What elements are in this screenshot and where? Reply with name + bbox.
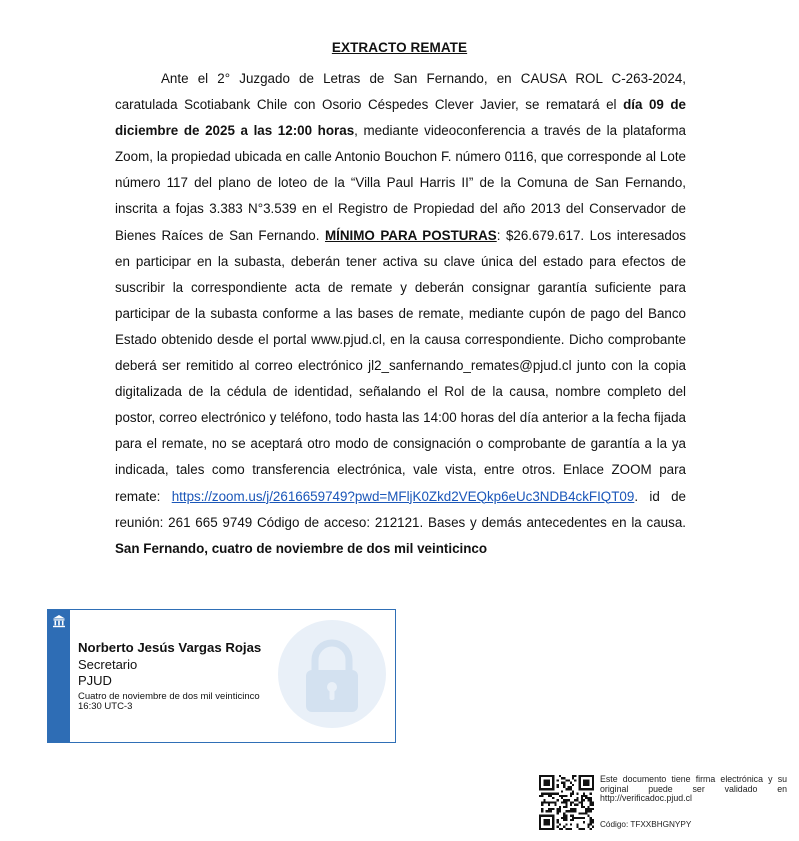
body-part-1: Ante el 2° Juzgado de Letras de San Fernando, en CAUSA ROL C-263-2024, caratulada Scotiabank Chile con Osorio Céspedes Clever Javier, se rematará el <box>115 71 686 113</box>
zoom-link[interactable]: https://zoom.us/j/2616659749?pwd=MFljK0Zkd2VEQkp6eUc3NDB4ckFIQT09 <box>171 488 635 504</box>
body-part-4: . id de reunión: 261 665 9749 Código de acceso: 212121. Bases y demás antecedentes en la causa. <box>115 488 686 530</box>
signature-time: 16:30 UTC-3 <box>78 701 133 712</box>
body-part-2: , mediante videoconferencia a través de la plataforma Zoom, la propiedad ubicada en calle Antonio Bouchon F. número 0116, que corresponde al Lote número 117 del plano de loteo de la “Villa Paul Harris II” de la Comuna de San Fernando, inscrita a fojas 3.383 N°3.539 en el Registro de Propiedad del año 2013 del Conservador de Bienes Raíces de San Fernando. <box>115 123 686 243</box>
bank-icon <box>52 614 66 628</box>
signer-role: Secretario <box>78 657 138 672</box>
verification-code: Código: TFXXBHGNYPY <box>600 820 692 829</box>
auction-date: día 09 de diciembre de 2025 a las 12:00 horas <box>115 97 687 139</box>
signature-details <box>78 640 261 712</box>
lock-watermark-icon <box>278 620 386 728</box>
signature-box <box>47 609 396 743</box>
minimum-bid-label: MÍNIMO PARA POSTURAS <box>324 227 497 243</box>
document-body <box>115 66 686 562</box>
body-part-3: : $26.679.617. Los interesados en participar en la subasta, deberán tener activa su clave única del estado para efectos de suscribir la correspondiente acta de remate y deberán consignar garantía suficiente para participar de la subasta conforme a las bases de remate, mediante cupón de pago del Banco Estado obtenido desde el portal www.pjud.cl, en la causa correspondiente. Dicho comprobante deberá ser remitido al correo electrónico jl2_sanfernando_remates@pjud.cl junto con la copia digitalizada de la cédula de identidad, señalando el Rol de la causa, nombre completo del postor, correo electrónico y teléfono, todo hasta las 14:00 horas del día anterior a la fecha fijada para el remate, no se aceptará otro modo de consignación o comprobante de garantía a la ya indicada, tales como transferencia electrónica, vale vista, entre otros. Enlace ZOOM para remate: <box>115 227 687 504</box>
signer-org: PJUD <box>78 673 112 688</box>
signature-date: Cuatro de noviembre de dos mil veinticinco <box>78 691 260 702</box>
closing-place-date: San Fernando, cuatro de noviembre de dos mil veinticinco <box>115 540 488 556</box>
verification-text: Este documento tiene firma electrónica y su original puede ser validado en http://verificadoc.pjud.cl <box>600 774 787 804</box>
qr-code-icon <box>539 775 594 830</box>
signature-accent-bar <box>48 610 70 742</box>
document-title: EXTRACTO REMATE <box>331 40 468 55</box>
signer-name: Norberto Jesús Vargas Rojas <box>78 640 262 655</box>
